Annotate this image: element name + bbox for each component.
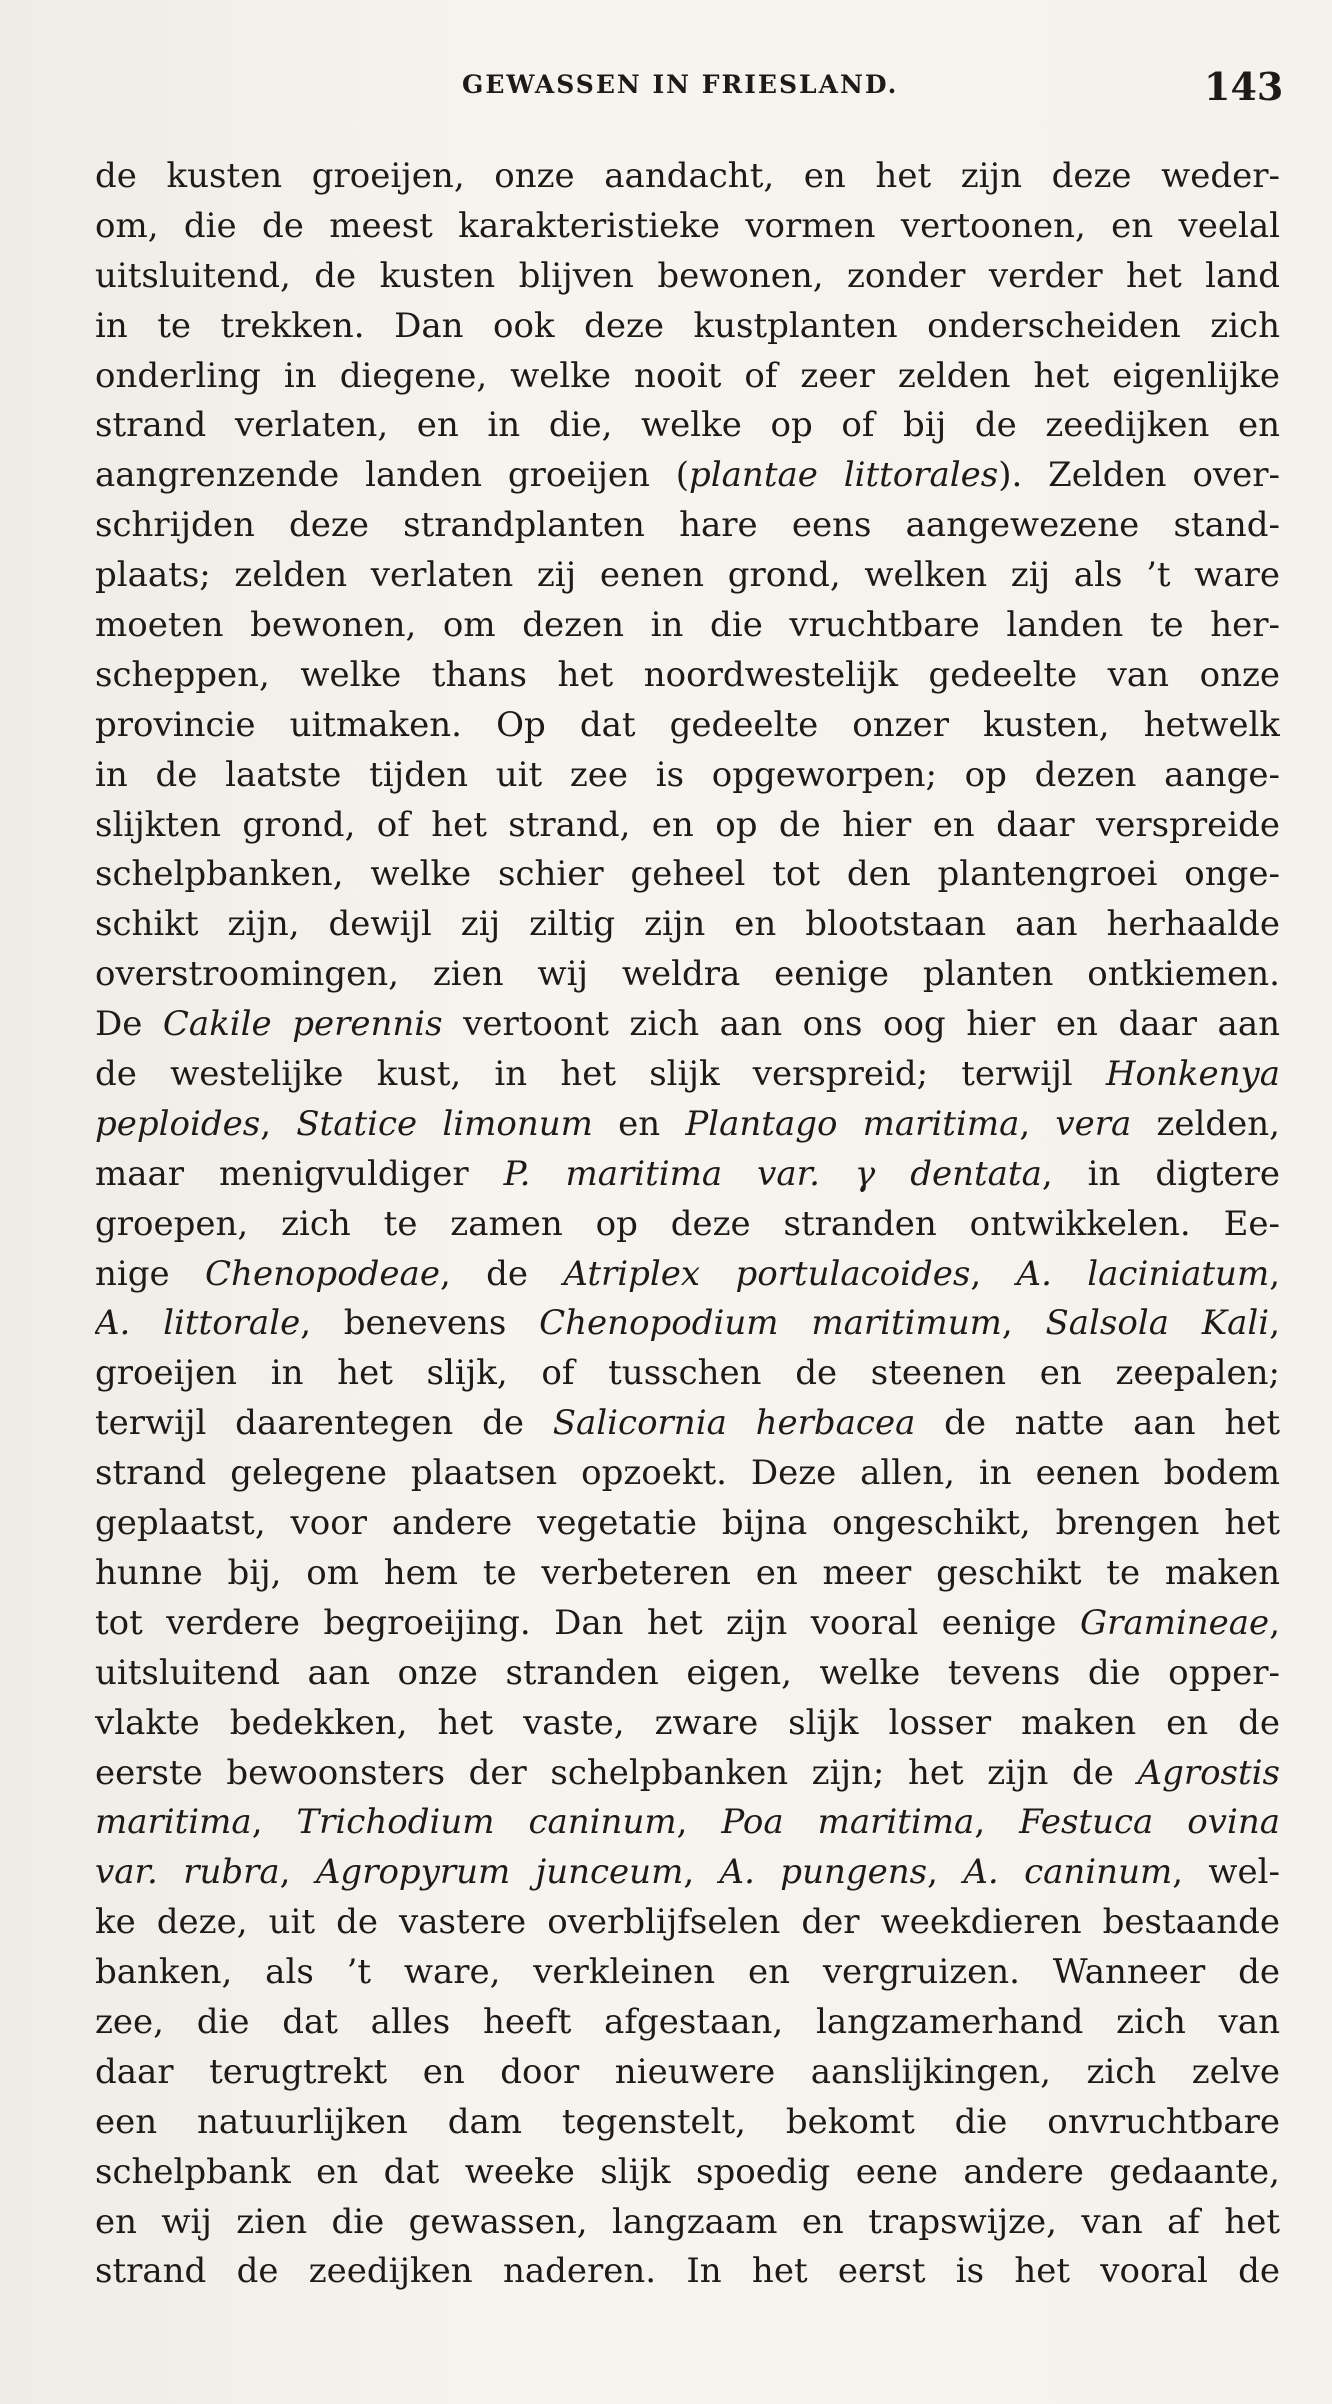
text-line — [95, 2198, 1280, 2248]
text-run: , — [260, 1103, 297, 1144]
text-line — [95, 1449, 1280, 1499]
text-run: terwijl daarentegen de — [95, 1403, 553, 1444]
text-run: groepen, zich te zamen op deze stranden ontwikkelen. Ee- — [95, 1203, 1280, 1244]
text-run: nige — [95, 1253, 206, 1294]
text-line — [95, 1848, 1280, 1898]
text-line — [95, 1499, 1280, 1549]
text-run: ke deze, uit de vastere overblijfselen der weekdieren bestaande — [95, 1902, 1280, 1943]
text-line — [95, 1150, 1280, 1200]
italic-term: peploides — [95, 1103, 261, 1144]
text-line — [95, 1549, 1280, 1599]
italic-term: Honkenya — [1105, 1054, 1280, 1095]
text-run: moeten bewonen, om dezen in die vruchtbare landen te her- — [95, 605, 1280, 646]
text-run: , — [927, 1852, 964, 1893]
italic-term: maritima — [95, 1802, 252, 1843]
text-line — [95, 601, 1280, 651]
text-run: tot verdere begroeijing. Dan het zijn vooral eenige — [95, 1602, 1080, 1643]
text-line — [95, 252, 1280, 302]
text-line — [95, 1699, 1280, 1749]
text-line — [95, 1250, 1280, 1300]
text-run: De — [95, 1004, 163, 1045]
text-run: hunne bij, om hem te verbeteren en meer geschikt te maken — [95, 1552, 1280, 1593]
text-line — [95, 302, 1280, 352]
italic-term: Salicornia herbacea — [552, 1403, 916, 1444]
text-run: zelden, — [1131, 1103, 1280, 1144]
text-run: in te trekken. Dan ook deze kustplanten onderscheiden zich — [95, 305, 1280, 346]
text-line — [95, 950, 1280, 1000]
italic-term: A. pungens — [719, 1852, 928, 1893]
text-line — [95, 1399, 1280, 1449]
text-line — [95, 501, 1280, 551]
text-line — [95, 401, 1280, 451]
text-line — [95, 551, 1280, 601]
text-run: zee, die dat alles heeft afgestaan, langzamerhand zich van — [95, 2001, 1280, 2042]
text-line — [95, 1998, 1280, 2048]
text-run: een natuurlijken dam tegenstelt, bekomt die onvruchtbare — [95, 2101, 1280, 2142]
italic-term: P. maritima var. γ dentata — [503, 1153, 1042, 1194]
text-run: eerste bewoonsters der schelpbanken zijn; het zijn de — [95, 1752, 1138, 1793]
italic-term: A. caninum — [963, 1852, 1173, 1893]
text-run: , in digtere — [1041, 1153, 1280, 1194]
text-run: , de — [439, 1253, 564, 1294]
italic-term: Trichodium caninum — [296, 1802, 677, 1843]
text-line — [95, 751, 1280, 801]
text-run: , — [683, 1852, 720, 1893]
text-run: , — [974, 1802, 1020, 1843]
text-run: daar terugtrekt en door nieuwere aanslijkingen, zich zelve — [95, 2051, 1280, 2092]
text-run: , — [279, 1852, 316, 1893]
text-run: in de laatste tijden uit zee is opgeworpen; op dezen aange- — [95, 754, 1280, 795]
italic-term: Statice limonum — [296, 1103, 593, 1144]
text-run: plaats; zelden verlaten zij eenen grond, welken zij als ’t ware — [95, 555, 1280, 596]
text-line — [95, 1948, 1280, 1998]
italic-term: var. rubra — [95, 1852, 280, 1893]
italic-term: A. littorale — [95, 1303, 301, 1344]
text-line — [95, 1599, 1280, 1649]
italic-term: Festuca ovina — [1019, 1802, 1280, 1843]
text-line — [95, 152, 1280, 202]
text-line — [95, 1898, 1280, 1948]
italic-term: Cakile perennis — [162, 1004, 443, 1045]
text-line — [95, 2148, 1280, 2198]
text-run: , — [1019, 1103, 1056, 1144]
italic-term: Chenopodium maritimum — [539, 1303, 1002, 1344]
text-line — [95, 2098, 1280, 2148]
text-run: uitsluitend aan onze stranden eigen, welke tevens die opper- — [95, 1652, 1280, 1693]
text-run: vlakte bedekken, het vaste, zware slijk losser maken en de — [95, 1702, 1280, 1743]
text-run: de natte aan het — [915, 1403, 1280, 1444]
text-run: , — [1001, 1303, 1046, 1344]
text-run: banken, als ’t ware, verkleinen en vergruizen. Wanneer de — [95, 1952, 1280, 1993]
text-run: overstroomingen, zien wij weldra eenige planten ontkiemen. — [95, 954, 1280, 995]
text-run: onderling in diegene, welke nooit of zeer zelden het eigenlijke — [95, 355, 1280, 396]
page-header — [0, 64, 1332, 124]
page-number: 143 — [1204, 64, 1284, 109]
text-run: , — [251, 1802, 297, 1843]
text-run: maar menigvuldiger — [95, 1153, 504, 1194]
text-line — [95, 801, 1280, 851]
text-line — [95, 1200, 1280, 1250]
text-run: , wel- — [1172, 1852, 1280, 1893]
text-run: om, die de meest karakteristieke vormen vertoonen, en veelal — [95, 205, 1280, 246]
text-run: en wij zien die gewassen, langzaam en trapswijze, van af het — [95, 2201, 1280, 2242]
body-text — [95, 152, 1280, 2297]
text-run: schelpbanken, welke schier geheel tot den plantengroei onge- — [95, 854, 1280, 895]
text-line — [95, 651, 1280, 701]
text-line — [95, 2247, 1280, 2297]
text-line — [95, 451, 1280, 501]
text-run: groeijen in het slijk, of tusschen de steenen en zeepalen; — [95, 1353, 1280, 1394]
text-run: slijkten grond, of het strand, en op de hier en daar verspreide — [95, 804, 1280, 845]
text-line — [95, 1299, 1280, 1349]
text-run: , — [676, 1802, 722, 1843]
text-run: schikt zijn, dewijl zij ziltig zijn en blootstaan aan herhaalde — [95, 904, 1280, 945]
text-line — [95, 1050, 1280, 1100]
text-line — [95, 1749, 1280, 1799]
text-line — [95, 2048, 1280, 2098]
text-line — [95, 701, 1280, 751]
italic-term: Atriplex portulacoides — [563, 1253, 971, 1294]
text-line — [95, 1798, 1280, 1848]
text-run: schelpbank en dat weeke slijk spoedig eene andere gedaante, — [95, 2151, 1280, 2192]
text-line — [95, 352, 1280, 402]
text-run: , — [1269, 1303, 1280, 1344]
text-line — [95, 1649, 1280, 1699]
italic-term: Salsola Kali — [1045, 1303, 1270, 1344]
text-run: ). Zelden over- — [998, 455, 1280, 496]
text-run: scheppen, welke thans het noordwestelijk gedeelte van onze — [95, 654, 1280, 695]
italic-term: A. laciniatum — [1016, 1253, 1270, 1294]
text-line — [95, 900, 1280, 950]
text-run: de westelijke kust, in het slijk verspreid; terwijl — [95, 1054, 1106, 1095]
italic-term: plantae littorales — [689, 455, 999, 496]
text-run: geplaatst, voor andere vegetatie bijna ongeschikt, brengen het — [95, 1503, 1280, 1544]
text-run: , — [1269, 1253, 1280, 1294]
text-run: provincie uitmaken. Op dat gedeelte onzer kusten, hetwelk — [95, 704, 1280, 745]
text-run: vertoont zich aan ons oog hier en daar aan — [442, 1004, 1280, 1045]
text-run: , — [970, 1253, 1017, 1294]
text-run: aangrenzende landen groeijen ( — [95, 455, 690, 496]
running-title: GEWASSEN IN FRIESLAND. — [462, 70, 899, 99]
text-line — [95, 1000, 1280, 1050]
italic-term: Chenopodeae — [205, 1253, 440, 1294]
italic-term: Agropyrum junceum — [315, 1852, 684, 1893]
text-run: strand verlaten, en in die, welke op of bij de zeedijken en — [95, 405, 1280, 446]
italic-term: Plantago maritima — [685, 1103, 1020, 1144]
text-run: strand de zeedijken naderen. In het eerst is het vooral de — [95, 2251, 1280, 2292]
italic-term: Agrostis — [1137, 1752, 1280, 1793]
text-line — [95, 202, 1280, 252]
text-run: en — [592, 1103, 686, 1144]
italic-term: Gramineae — [1079, 1602, 1270, 1643]
text-line — [95, 1349, 1280, 1399]
text-line — [95, 1100, 1280, 1150]
italic-term: vera — [1055, 1103, 1132, 1144]
italic-term: Poa maritima — [721, 1802, 975, 1843]
text-run: uitsluitend, de kusten blijven bewonen, zonder verder het land — [95, 255, 1280, 296]
text-run: , — [1269, 1602, 1280, 1643]
text-line — [95, 850, 1280, 900]
text-run: schrijden deze strandplanten hare eens aangewezene stand- — [95, 505, 1280, 546]
text-run: , benevens — [300, 1303, 540, 1344]
text-run: strand gelegene plaatsen opzoekt. Deze allen, in eenen bodem — [95, 1453, 1280, 1494]
text-run: de kusten groeijen, onze aandacht, en het zijn deze weder- — [95, 156, 1280, 196]
